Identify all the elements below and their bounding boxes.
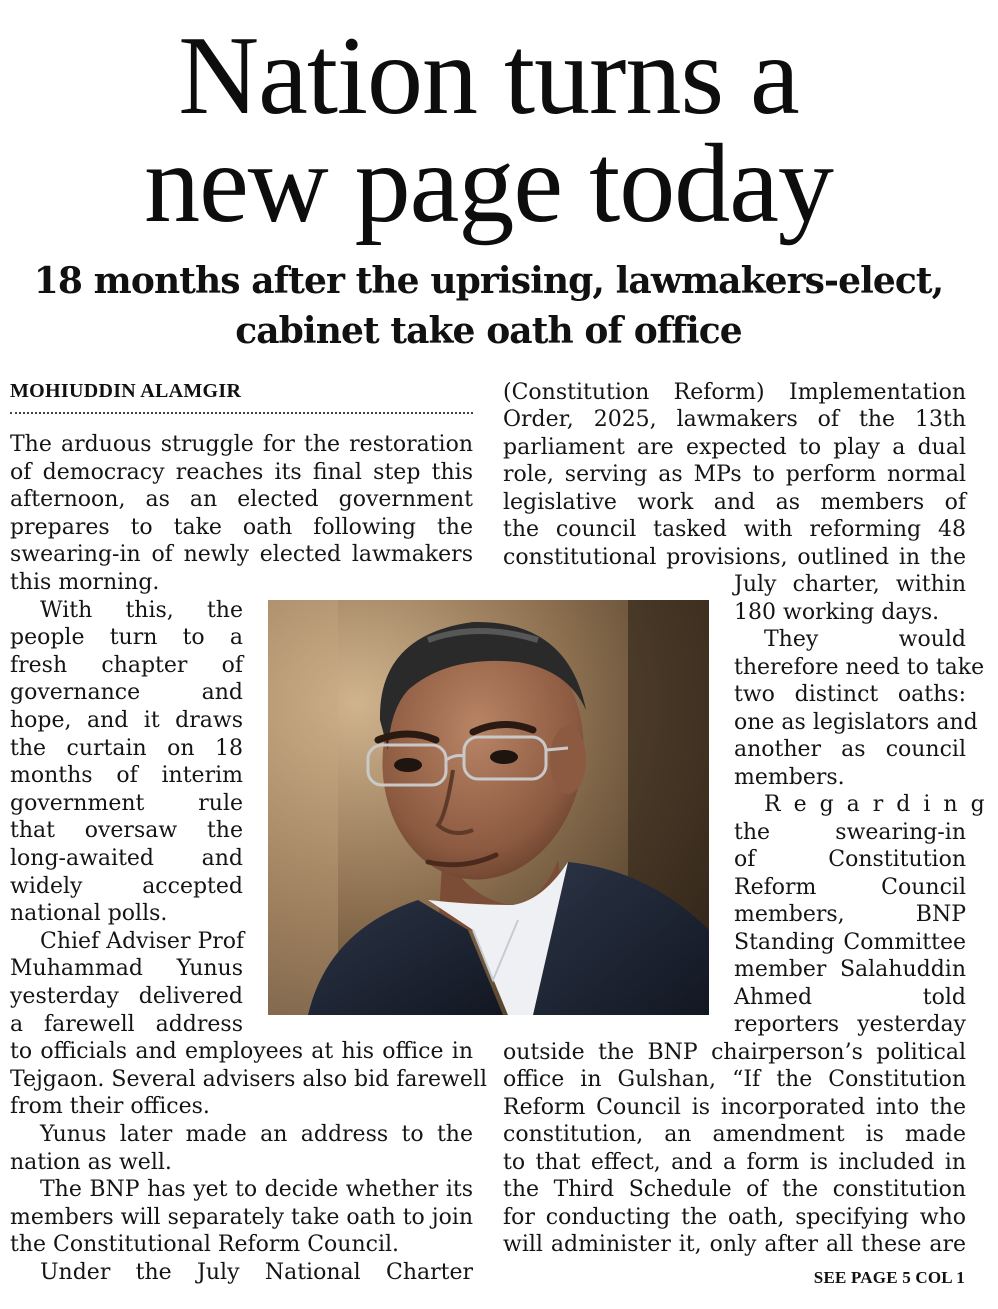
article-line: Standing Committee bbox=[734, 930, 966, 955]
article-line: a farewell address bbox=[10, 1012, 243, 1037]
article-line: fresh chapter of bbox=[10, 653, 243, 678]
article-line: hope, and it draws bbox=[10, 708, 243, 733]
article-line: the council tasked with reforming 48 bbox=[503, 517, 966, 542]
continuation-note: SEE PAGE 5 COL 1 bbox=[813, 1268, 965, 1287]
article-line: of democracy reaches its final step this bbox=[10, 460, 473, 485]
article-line: Tejgaon. Several advisers also bid farewell bbox=[10, 1067, 487, 1092]
article-line: prepares to take oath following the bbox=[10, 515, 473, 540]
article-line: swearing-in of newly elected lawmakers bbox=[10, 542, 473, 567]
article-line: two distinct oaths: bbox=[734, 682, 966, 707]
article-line: parliament are expected to play a dual bbox=[503, 435, 966, 460]
article-line: reporters yesterday bbox=[734, 1012, 966, 1037]
article-line: Chief Adviser Prof bbox=[40, 929, 245, 954]
article-line: to that effect, and a form is included in bbox=[503, 1150, 966, 1175]
article-line: They would bbox=[764, 627, 966, 652]
article-line: the swearing-in bbox=[734, 820, 966, 845]
article-line: nation as well. bbox=[10, 1150, 172, 1175]
article-line: from their offices. bbox=[10, 1094, 210, 1119]
headline bbox=[0, 14, 977, 246]
article-line: member Salahuddin bbox=[734, 957, 966, 982]
subheadline bbox=[0, 256, 977, 356]
article-line: government rule bbox=[10, 791, 243, 816]
article-line: office in Gulshan, “If the Constitution bbox=[503, 1067, 966, 1092]
byline-divider bbox=[10, 412, 473, 414]
article-line: 180 working days. bbox=[734, 600, 940, 625]
article-line: members, BNP bbox=[734, 902, 966, 927]
article-line: for conducting the oath, specifying who bbox=[503, 1205, 966, 1230]
article-line: Yunus later made an address to the bbox=[40, 1122, 473, 1147]
subheadline-line-1: 18 months after the uprising, lawmakers-elect, bbox=[33, 260, 944, 302]
article-line: therefore need to take bbox=[734, 655, 985, 680]
article-line: constitutional provisions, outlined in the bbox=[503, 545, 966, 570]
article-line: the curtain on 18 bbox=[10, 736, 243, 761]
article-line: the Third Schedule of the constitution bbox=[503, 1177, 966, 1202]
portrait-photo bbox=[268, 600, 709, 1015]
article-line: outside the BNP chairperson’s political bbox=[503, 1040, 966, 1065]
article-line: of Constitution bbox=[734, 847, 966, 872]
article-line: to officials and employees at his office in bbox=[10, 1039, 473, 1064]
article-line: will administer it, only after all these are bbox=[503, 1232, 966, 1257]
article-line: legislative work and as members of bbox=[503, 490, 966, 515]
article-line: Regarding bbox=[764, 792, 998, 817]
byline: MOHIUDDIN ALAMGIR bbox=[10, 380, 242, 402]
article-line: people turn to a bbox=[10, 625, 243, 650]
article-line: that oversaw the bbox=[10, 818, 243, 843]
article-line: members will separately take oath to join bbox=[10, 1205, 474, 1230]
portrait-illustration bbox=[268, 600, 709, 1015]
article-line: another as council bbox=[734, 737, 966, 762]
article-line: Order, 2025, lawmakers of the 13th bbox=[503, 407, 966, 432]
article-line: Ahmed told bbox=[734, 985, 966, 1010]
subheadline-line-2: cabinet take oath of office bbox=[235, 310, 742, 352]
article-line: With this, the bbox=[40, 598, 243, 623]
article-line: long-awaited and bbox=[10, 846, 243, 871]
article-line: constitution, an amendment is made bbox=[503, 1122, 966, 1147]
article-line: months of interim bbox=[10, 763, 243, 788]
article-line: the Constitutional Reform Council. bbox=[10, 1232, 400, 1257]
article-line: governance and bbox=[10, 680, 243, 705]
headline-line-2: new page today bbox=[144, 122, 833, 246]
article-line: afternoon, as an elected government bbox=[10, 487, 473, 512]
article-line: Reform Council is incorporated into the bbox=[503, 1095, 966, 1120]
article-line: widely accepted bbox=[10, 874, 243, 899]
article-line: yesterday delivered bbox=[10, 984, 243, 1009]
article-line: The arduous struggle for the restoration bbox=[10, 432, 473, 457]
article-line: national polls. bbox=[10, 901, 168, 926]
article-line: (Constitution Reform) Implementation bbox=[503, 380, 966, 405]
article-line: Reform Council bbox=[734, 875, 966, 900]
article-line: Muhammad Yunus bbox=[10, 956, 243, 981]
article-line: one as legislators and bbox=[734, 710, 978, 735]
headline-line-1: Nation turns a bbox=[178, 14, 799, 138]
article-line: this morning. bbox=[10, 570, 160, 595]
article-line: role, serving as MPs to perform normal bbox=[503, 462, 966, 487]
article-line: Under the July National Charter bbox=[40, 1260, 473, 1285]
article-line: members. bbox=[734, 765, 845, 790]
article-line: The BNP has yet to decide whether its bbox=[40, 1177, 473, 1202]
article-line: July charter, within bbox=[734, 572, 966, 597]
